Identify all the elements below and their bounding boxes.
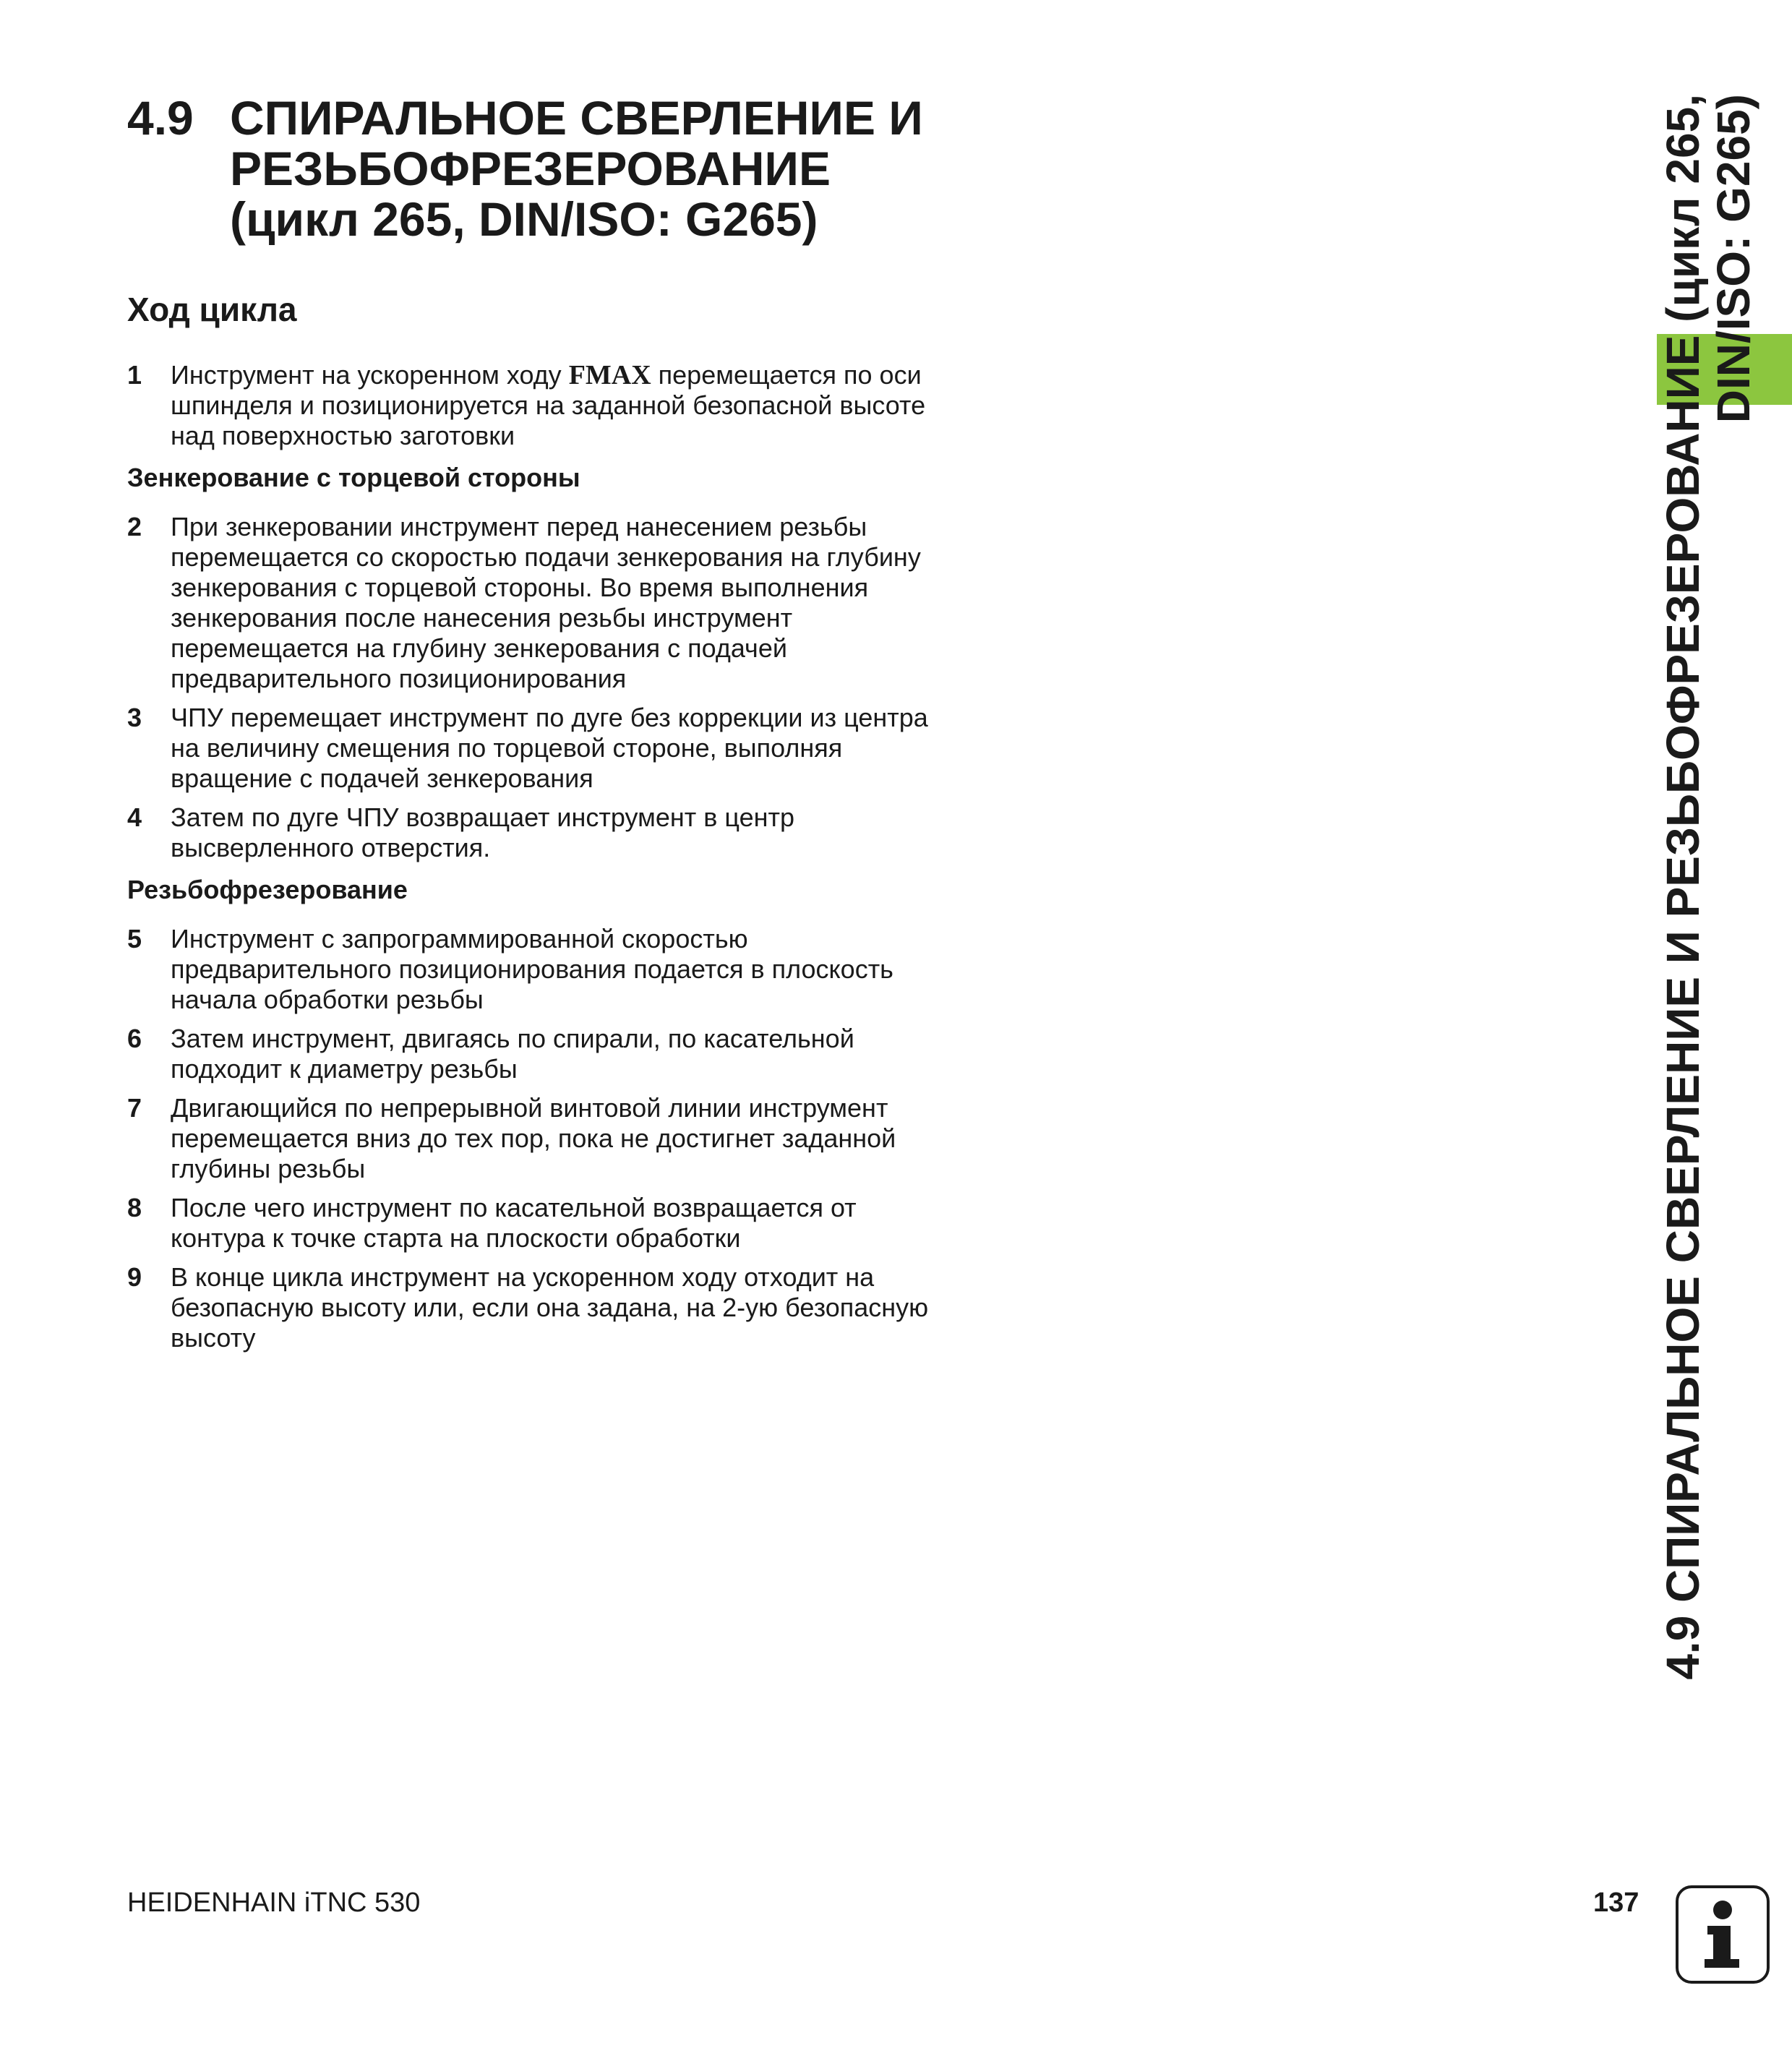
milling-steps xyxy=(127,924,973,1353)
step-line: Двигающийся по непрерывной винтовой линии инструмент xyxy=(171,1093,888,1123)
step-text xyxy=(171,360,973,451)
step-item xyxy=(127,924,973,1015)
step-item xyxy=(127,1093,973,1184)
title-line: (цикл 265, DIN/ISO: G265) xyxy=(230,192,818,246)
step-line: шпинделя и позиционируется на заданной безопасной высоте xyxy=(171,390,926,420)
step-item xyxy=(127,1193,973,1254)
page-number: 137 xyxy=(1593,1888,1639,1918)
step-number: 1 xyxy=(127,360,142,390)
info-icon[interactable] xyxy=(1676,1885,1770,1984)
step-line: глубины резьбы xyxy=(171,1154,366,1183)
footer-product: HEIDENHAIN iTNC 530 xyxy=(127,1888,421,1918)
step-line: предварительного позиционирования подается в плоскость xyxy=(171,954,893,984)
step-text-fragment: перемещается по оси xyxy=(651,360,922,390)
step-number: 7 xyxy=(127,1093,142,1123)
step-text xyxy=(171,1262,973,1353)
title-line: СПИРАЛЬНОЕ СВЕРЛЕНИЕ И xyxy=(230,91,923,145)
step-item xyxy=(127,1024,973,1084)
step-line: зенкерования с торцевой стороны. Во время выполнения xyxy=(171,573,869,602)
step-line: Затем по дуге ЧПУ возвращает инструмент в центр xyxy=(171,802,795,832)
fmax-keyword: FMAX xyxy=(568,360,651,390)
step-text xyxy=(171,703,973,794)
step-item xyxy=(127,703,973,794)
step-number: 8 xyxy=(127,1193,142,1222)
title-text xyxy=(230,93,1025,244)
countersink-steps xyxy=(127,512,973,863)
step-text xyxy=(171,1193,973,1254)
step-text-fragment: Инструмент на ускоренном ходу xyxy=(171,360,569,390)
step-line: В конце цикла инструмент на ускоренном ходу отходит на xyxy=(171,1262,875,1292)
cycle-steps xyxy=(127,360,973,1362)
info-glyph xyxy=(1679,1888,1767,1981)
step-item xyxy=(127,512,973,694)
side-title-line: DIN/ISO: G265) xyxy=(1707,94,1759,424)
step-line: ЧПУ перемещает инструмент по дуге без коррекции из центра xyxy=(171,703,928,732)
step-line: перемещается со скоростью подачи зенкерования на глубину xyxy=(171,542,921,572)
step-line: безопасную высоту или, если она задана, на 2-ую безопасную xyxy=(171,1293,929,1322)
step-line: начала обработки резьбы xyxy=(171,985,484,1014)
side-running-title xyxy=(1658,94,1760,1757)
title-number: 4.9 xyxy=(127,91,194,145)
step-number: 9 xyxy=(127,1262,142,1292)
step-text xyxy=(171,1024,973,1084)
step-line: вращение с подачей зенкерования xyxy=(171,763,593,793)
step-line: предварительного позиционирования xyxy=(171,664,627,693)
step-text xyxy=(171,512,973,694)
step-line: высоту xyxy=(171,1323,256,1353)
subheading-countersink: Зенкерование с торцевой стороны xyxy=(127,463,580,492)
step-line: на величину смещения по торцевой стороне, выполняя xyxy=(171,733,843,763)
step-line: зенкерования после нанесения резьбы инструмент xyxy=(171,603,793,633)
step-item xyxy=(127,360,973,451)
side-title-line: 4.9 СПИРАЛЬНОЕ СВЕРЛЕНИЕ И РЕЗЬБОФРЕЗЕРОВАНИЕ (цикл 265, xyxy=(1657,94,1709,1680)
step-line: После чего инструмент по касательной возвращается от xyxy=(171,1193,857,1222)
step-line: При зенкеровании инструмент перед нанесением резьбы xyxy=(171,512,867,541)
step-text xyxy=(171,924,973,1015)
step-number: 3 xyxy=(127,703,142,732)
step-text xyxy=(171,802,973,863)
title-line: РЕЗЬБОФРЕЗЕРОВАНИЕ xyxy=(230,142,831,195)
step-number: 6 xyxy=(127,1024,142,1053)
step-text xyxy=(171,1093,973,1184)
step-line: контура к точке старта на плоскости обработки xyxy=(171,1223,741,1253)
step-line: высверленного отверстия. xyxy=(171,833,491,862)
section-heading: Ход цикла xyxy=(127,291,297,328)
step-number: 4 xyxy=(127,802,142,832)
step-line: Инструмент с запрограммированной скоростью xyxy=(171,924,748,954)
step-item xyxy=(127,1262,973,1353)
step-line: перемещается на глубину зенкерования с подачей xyxy=(171,633,787,663)
subheading-thread-milling: Резьбофрезерование xyxy=(127,875,408,904)
step-line: подходит к диаметру резьбы xyxy=(171,1054,518,1084)
step-line: Затем инструмент, двигаясь по спирали, по касательной xyxy=(171,1024,854,1053)
step-number: 5 xyxy=(127,924,142,954)
step-line: над поверхностью заготовки xyxy=(171,421,515,450)
step-line xyxy=(171,360,973,390)
step-item xyxy=(127,802,973,863)
step-line: перемещается вниз до тех пор, пока не достигнет заданной xyxy=(171,1123,896,1153)
step-number: 2 xyxy=(127,512,142,541)
